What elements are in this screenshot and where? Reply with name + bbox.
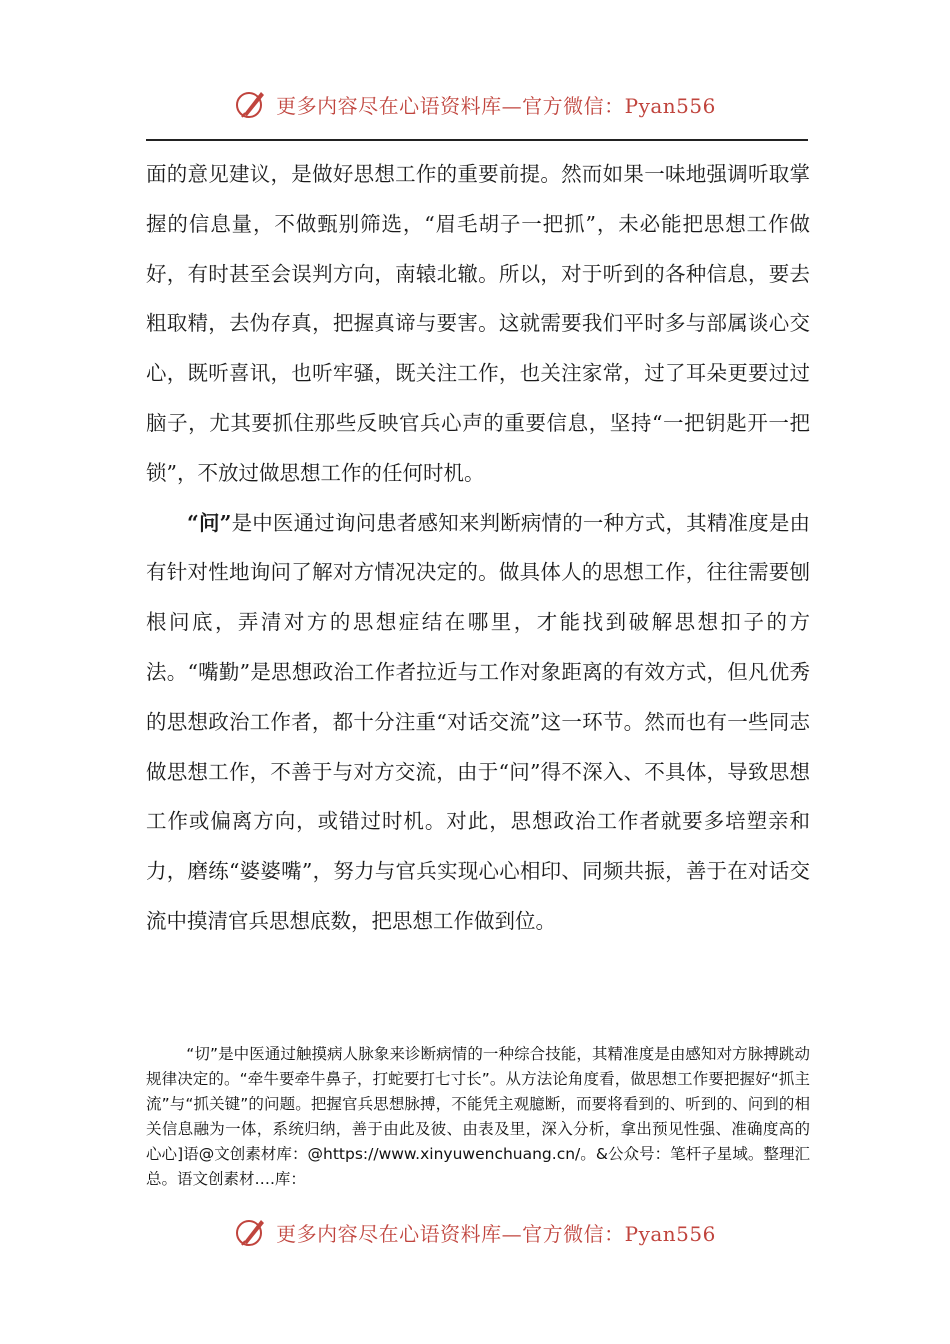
paragraph-2-text: 是中医通过询问患者感知来判断病情的一种方式，其精准度是由有针对性地询问了解对方情况决定的。做具体人的思想工作，往往需要刨根问底，弄清对方的思想症结在哪里，才能找到破解思想扣子的方法。“嘴勤”是思想政治工作者拉近与工作对象距离的有效方式，但凡优秀的思想政治工作者，都十分注重“对话交流”这一环节。然而也有一些同志做思想工作，不善于与对方交流，由于“问”得不深入、不具体，导致思想工作或偏离方向，或错过时机。对此，思想政治工作者就要多培塑亲和力，磨练“婆婆嘴”，努力与官兵实现心心相印、同频共振，善于在对话交流中摸清官兵思想底数，把思想工作做到位。 bbox=[146, 510, 810, 933]
paragraph-2-lead: “问” bbox=[187, 510, 232, 535]
quill-pen-logo-icon bbox=[234, 1215, 268, 1249]
footer-banner bbox=[0, 1210, 950, 1254]
banner-text: 更多内容尽在心语资料库—官方微信：Pyan556 bbox=[276, 1221, 716, 1246]
banner-text: 更多内容尽在心语资料库—官方微信：Pyan556 bbox=[276, 93, 716, 118]
paragraph-1: 面的意见建议，是做好思想工作的重要前提。然而如果一味地强调听取掌握的信息量，不做甄别筛选，“眉毛胡子一把抓”，未必能把思想工作做好，有时甚至会误判方向，南辕北辙。所以，对于听到的各种信息，要去粗取精，去伪存真，把握真谛与要害。这就需要我们平时多与部属谈心交心，既听喜讯，也听牢骚，既关注工作，也关注家常，过了耳朵更要过过脑子，尤其要抓住那些反映官兵心声的重要信息，坚持“一把钥匙开一把锁”，不放过做思想工作的任何时机。 bbox=[146, 162, 810, 485]
paragraph-2 bbox=[146, 499, 810, 947]
paragraph-3: “切”是中医通过触摸病人脉象来诊断病情的一种综合技能，其精准度是由感知对方脉搏跳动规律决定的。“牵牛要牵牛鼻子，打蛇要打七寸长”。从方法论角度看，做思想工作要把握好“抓主流”与“抓关键”的问题。把握官兵思想脉搏，不能凭主观臆断，而要将看到的、听到的、问到的相关信息融为一体，系统归纳，善于由此及彼、由表及里，深入分析，拿出预见性强、准确度高的心心]语@文创素材库：@https://www.xinyuwenchuang.cn/。&公众号：笔杆子星域。整理汇总。语文创素材….库： bbox=[146, 1045, 810, 1188]
header-divider bbox=[146, 139, 808, 141]
document-body bbox=[146, 150, 810, 947]
quill-pen-logo-icon bbox=[234, 87, 268, 121]
header-banner bbox=[0, 82, 950, 126]
